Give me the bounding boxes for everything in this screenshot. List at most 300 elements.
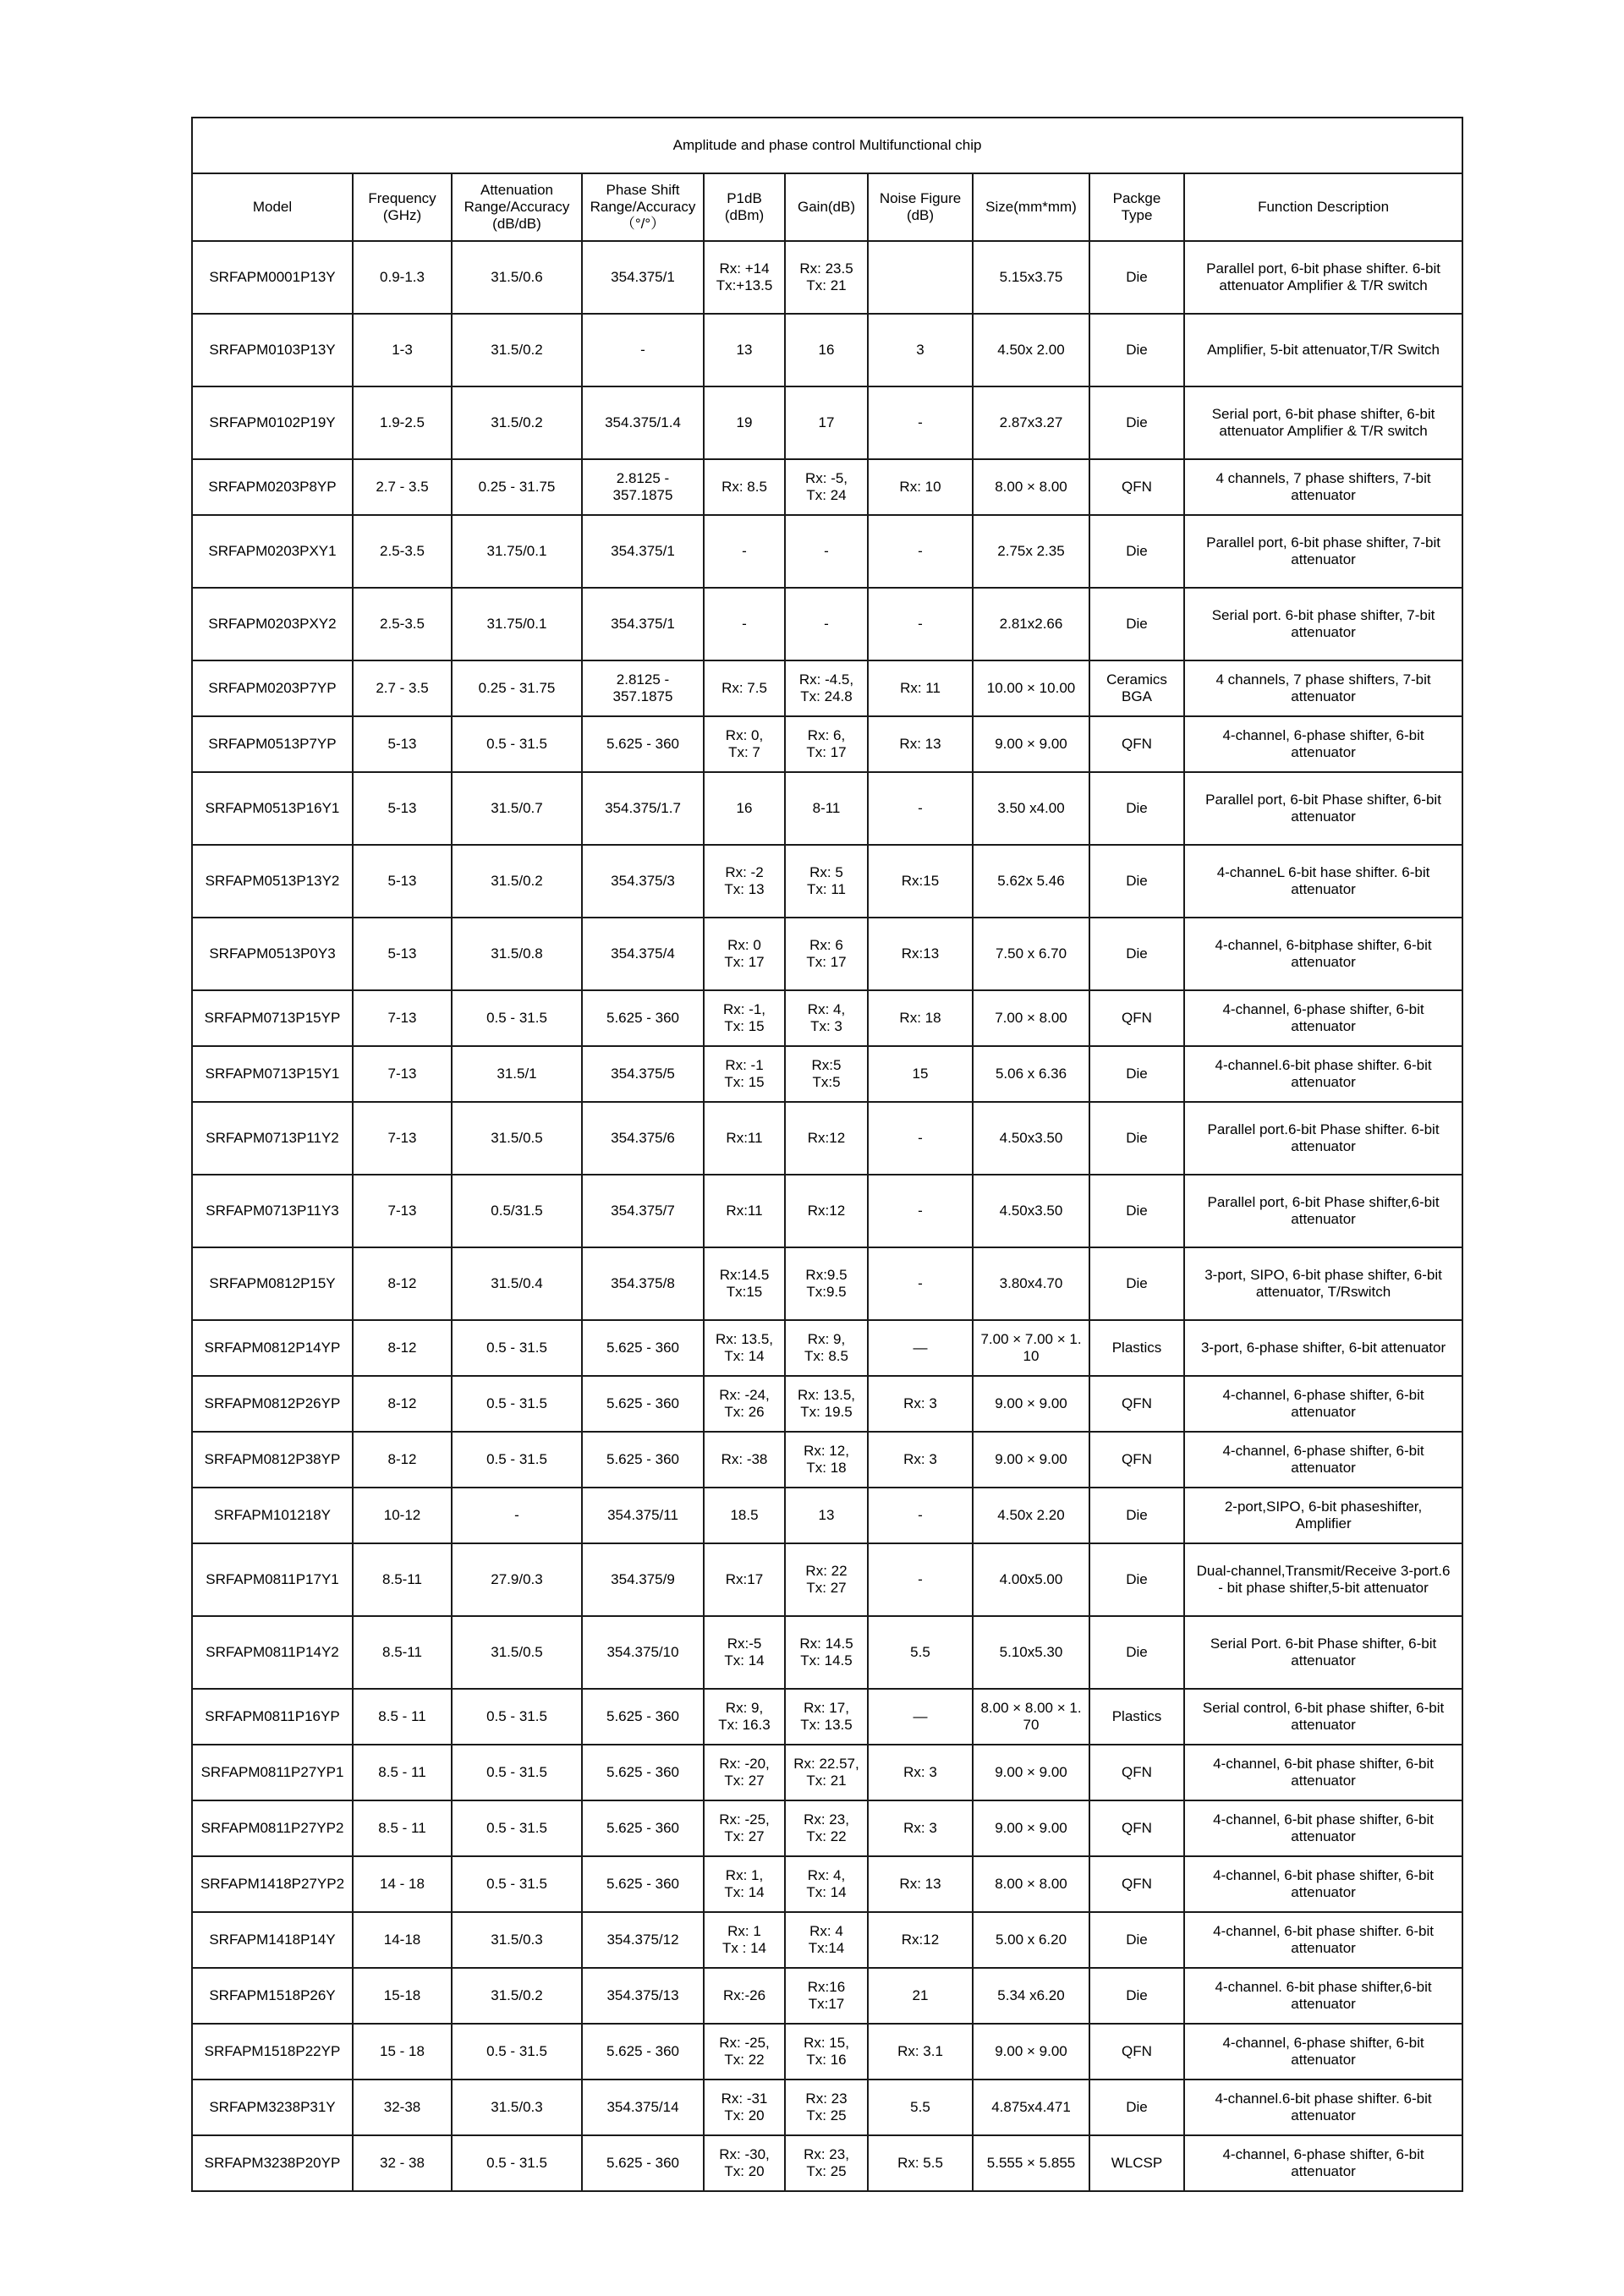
model-cell: SRFAPM0203P8YP [192, 459, 353, 515]
function-description-cell: 4-channeL 6-bit hase shifter. 6-bit attenuator [1184, 845, 1462, 918]
noise-figure-cell: - [868, 1543, 973, 1616]
frequency-cell: 1-3 [353, 314, 452, 386]
table-row [192, 1912, 1462, 1968]
attenuation-cell: 31.5/0.6 [452, 241, 582, 314]
frequency-cell: 32 - 38 [353, 2135, 452, 2191]
package-type-cell: QFN [1089, 1856, 1184, 1912]
size-cell: 3.80x4.70 [973, 1247, 1089, 1320]
phase-shift-cell: 5.625 - 360 [582, 1745, 704, 1800]
table-row [192, 1745, 1462, 1800]
package-type-cell: WLCSP [1089, 2135, 1184, 2191]
phase-shift-cell: 5.625 - 360 [582, 1432, 704, 1488]
attenuation-cell: 0.25 - 31.75 [452, 459, 582, 515]
p1db-cell: Rx:11 [704, 1102, 785, 1175]
gain-cell: Rx: 12, Tx: 18 [785, 1432, 868, 1488]
phase-shift-cell: 5.625 - 360 [582, 1689, 704, 1745]
function-description-cell: Serial port, 6-bit phase shifter, 6-bit attenuator Amplifier & T/R switch [1184, 386, 1462, 459]
attenuation-cell: 0.5 - 31.5 [452, 1432, 582, 1488]
table-row [192, 772, 1462, 845]
package-type-cell: Plastics [1089, 1320, 1184, 1376]
attenuation-cell: 31.75/0.1 [452, 515, 582, 588]
package-type-cell: Ceramics BGA [1089, 660, 1184, 716]
model-cell: SRFAPM0713P15Y1 [192, 1046, 353, 1102]
function-description-cell: Parallel port.6-bit Phase shifter. 6-bit attenuator [1184, 1102, 1462, 1175]
p1db-cell: Rx: 9, Tx: 16.3 [704, 1689, 785, 1745]
frequency-cell: 2.7 - 3.5 [353, 459, 452, 515]
noise-figure-cell: Rx: 3 [868, 1745, 973, 1800]
size-cell: 9.00 × 9.00 [973, 1800, 1089, 1856]
phase-shift-cell: 354.375/8 [582, 1247, 704, 1320]
phase-shift-cell: 354.375/7 [582, 1175, 704, 1247]
gain-cell: 16 [785, 314, 868, 386]
size-cell: 5.00 x 6.20 [973, 1912, 1089, 1968]
attenuation-cell: 0.5 - 31.5 [452, 1689, 582, 1745]
frequency-cell: 8-12 [353, 1247, 452, 1320]
table-row [192, 845, 1462, 918]
col-header-function: Function Description [1184, 173, 1462, 241]
gain-cell: Rx: 5 Tx: 11 [785, 845, 868, 918]
package-type-cell: QFN [1089, 1432, 1184, 1488]
noise-figure-cell: Rx: 13 [868, 716, 973, 772]
p1db-cell: Rx: 7.5 [704, 660, 785, 716]
table-row [192, 1800, 1462, 1856]
noise-figure-cell: - [868, 386, 973, 459]
package-type-cell: Die [1089, 1616, 1184, 1689]
model-cell: SRFAPM0811P17Y1 [192, 1543, 353, 1616]
package-type-cell: Die [1089, 1968, 1184, 2024]
attenuation-cell: 31.75/0.1 [452, 588, 582, 660]
package-type-cell: Die [1089, 1046, 1184, 1102]
table-row [192, 990, 1462, 1046]
package-type-cell: QFN [1089, 990, 1184, 1046]
size-cell: 3.50 x4.00 [973, 772, 1089, 845]
gain-cell: Rx: 13.5, Tx: 19.5 [785, 1376, 868, 1432]
table-row [192, 918, 1462, 990]
frequency-cell: 10-12 [353, 1488, 452, 1543]
phase-shift-cell: - [582, 314, 704, 386]
gain-cell: Rx: 23.5 Tx: 21 [785, 241, 868, 314]
model-cell: SRFAPM0812P15Y [192, 1247, 353, 1320]
table-row [192, 1856, 1462, 1912]
table-row [192, 459, 1462, 515]
col-header-attenuation: Attenuation Range/Accuracy (dB/dB) [452, 173, 582, 241]
gain-cell: 17 [785, 386, 868, 459]
p1db-cell: Rx:-26 [704, 1968, 785, 2024]
table-row [192, 1432, 1462, 1488]
function-description-cell: 4-channel, 6-bit phase shifter. 6-bit attenuator [1184, 1912, 1462, 1968]
size-cell: 10.00 × 10.00 [973, 660, 1089, 716]
phase-shift-cell: 5.625 - 360 [582, 1800, 704, 1856]
size-cell: 9.00 × 9.00 [973, 1376, 1089, 1432]
attenuation-cell: 0.5 - 31.5 [452, 1376, 582, 1432]
model-cell: SRFAPM0812P38YP [192, 1432, 353, 1488]
model-cell: SRFAPM0713P11Y3 [192, 1175, 353, 1247]
size-cell: 4.875x4.471 [973, 2080, 1089, 2135]
function-description-cell: 4-channel, 6-bitphase shifter, 6-bit attenuator [1184, 918, 1462, 990]
noise-figure-cell: - [868, 1175, 973, 1247]
size-cell: 5.10x5.30 [973, 1616, 1089, 1689]
function-description-cell: 4-channel, 6-phase shifter, 6-bit attenuator [1184, 2135, 1462, 2191]
p1db-cell: - [704, 515, 785, 588]
table-row [192, 1175, 1462, 1247]
size-cell: 5.15x3.75 [973, 241, 1089, 314]
p1db-cell: 18.5 [704, 1488, 785, 1543]
frequency-cell: 8-12 [353, 1432, 452, 1488]
gain-cell: Rx:12 [785, 1102, 868, 1175]
gain-cell: 13 [785, 1488, 868, 1543]
model-cell: SRFAPM0102P19Y [192, 386, 353, 459]
phase-shift-cell: 354.375/13 [582, 1968, 704, 2024]
gain-cell: Rx: 6 Tx: 17 [785, 918, 868, 990]
p1db-cell: Rx: -38 [704, 1432, 785, 1488]
package-type-cell: Die [1089, 2080, 1184, 2135]
frequency-cell: 5-13 [353, 716, 452, 772]
model-cell: SRFAPM0811P16YP [192, 1689, 353, 1745]
package-type-cell: Die [1089, 1247, 1184, 1320]
noise-figure-cell: 3 [868, 314, 973, 386]
frequency-cell: 15 - 18 [353, 2024, 452, 2080]
frequency-cell: 8-12 [353, 1376, 452, 1432]
frequency-cell: 7-13 [353, 1102, 452, 1175]
function-description-cell: 4-channel, 6-bit phase shifter, 6-bit attenuator [1184, 1745, 1462, 1800]
attenuation-cell: 31.5/0.8 [452, 918, 582, 990]
noise-figure-cell: Rx:13 [868, 918, 973, 990]
size-cell: 9.00 × 9.00 [973, 2024, 1089, 2080]
gain-cell: Rx: 22.57, Tx: 21 [785, 1745, 868, 1800]
p1db-cell: Rx: -30, Tx: 20 [704, 2135, 785, 2191]
function-description-cell: 3-port, SIPO, 6-bit phase shifter, 6-bit attenuator, T/Rswitch [1184, 1247, 1462, 1320]
frequency-cell: 5-13 [353, 845, 452, 918]
p1db-cell: Rx: -31 Tx: 20 [704, 2080, 785, 2135]
phase-shift-cell: 354.375/1 [582, 588, 704, 660]
phase-shift-cell: 5.625 - 360 [582, 2024, 704, 2080]
attenuation-cell: 31.5/0.2 [452, 314, 582, 386]
function-description-cell: Parallel port, 6-bit Phase shifter,6-bit attenuator [1184, 1175, 1462, 1247]
table-row [192, 1046, 1462, 1102]
size-cell: 8.00 × 8.00 × 1. 70 [973, 1689, 1089, 1745]
function-description-cell: Serial control, 6-bit phase shifter, 6-bit attenuator [1184, 1689, 1462, 1745]
frequency-cell: 8.5-11 [353, 1616, 452, 1689]
p1db-cell: 16 [704, 772, 785, 845]
noise-figure-cell: Rx: 3 [868, 1800, 973, 1856]
table-row [192, 1376, 1462, 1432]
attenuation-cell: 0.5/31.5 [452, 1175, 582, 1247]
noise-figure-cell: 5.5 [868, 2080, 973, 2135]
frequency-cell: 8-12 [353, 1320, 452, 1376]
model-cell: SRFAPM0103P13Y [192, 314, 353, 386]
package-type-cell: Plastics [1089, 1689, 1184, 1745]
package-type-cell: QFN [1089, 459, 1184, 515]
noise-figure-cell: Rx: 5.5 [868, 2135, 973, 2191]
noise-figure-cell: Rx:15 [868, 845, 973, 918]
p1db-cell: Rx: 13.5, Tx: 14 [704, 1320, 785, 1376]
package-type-cell: Die [1089, 588, 1184, 660]
function-description-cell: 4-channel, 6-phase shifter, 6-bit attenuator [1184, 990, 1462, 1046]
size-cell: 5.62x 5.46 [973, 845, 1089, 918]
noise-figure-cell: - [868, 515, 973, 588]
function-description-cell: 2-port,SIPO, 6-bit phaseshifter, Amplifier [1184, 1488, 1462, 1543]
attenuation-cell: 0.5 - 31.5 [452, 1745, 582, 1800]
attenuation-cell: 31.5/0.3 [452, 1912, 582, 1968]
gain-cell: Rx: 17, Tx: 13.5 [785, 1689, 868, 1745]
size-cell: 7.50 x 6.70 [973, 918, 1089, 990]
size-cell: 7.00 × 7.00 × 1. 10 [973, 1320, 1089, 1376]
package-type-cell: QFN [1089, 716, 1184, 772]
package-type-cell: Die [1089, 772, 1184, 845]
function-description-cell: Serial port. 6-bit phase shifter, 7-bit attenuator [1184, 588, 1462, 660]
col-header-model: Model [192, 173, 353, 241]
col-header-phase-shift: Phase Shift Range/Accuracy （°/°） [582, 173, 704, 241]
attenuation-cell: 0.5 - 31.5 [452, 1320, 582, 1376]
size-cell: 9.00 × 9.00 [973, 1745, 1089, 1800]
phase-shift-cell: 354.375/14 [582, 2080, 704, 2135]
noise-figure-cell: - [868, 1102, 973, 1175]
p1db-cell: Rx: 1, Tx: 14 [704, 1856, 785, 1912]
table-row [192, 1488, 1462, 1543]
package-type-cell: Die [1089, 1488, 1184, 1543]
function-description-cell: 4 channels, 7 phase shifters, 7-bit attenuator [1184, 459, 1462, 515]
phase-shift-cell: 2.8125 - 357.1875 [582, 459, 704, 515]
gain-cell: Rx: 14.5 Tx: 14.5 [785, 1616, 868, 1689]
attenuation-cell: 27.9/0.3 [452, 1543, 582, 1616]
p1db-cell: 13 [704, 314, 785, 386]
phase-shift-cell: 354.375/10 [582, 1616, 704, 1689]
gain-cell: Rx: 23, Tx: 25 [785, 2135, 868, 2191]
frequency-cell: 8.5 - 11 [353, 1689, 452, 1745]
phase-shift-cell: 354.375/5 [582, 1046, 704, 1102]
phase-shift-cell: 5.625 - 360 [582, 990, 704, 1046]
model-cell: SRFAPM0513P0Y3 [192, 918, 353, 990]
gain-cell: Rx: 15, Tx: 16 [785, 2024, 868, 2080]
phase-shift-cell: 354.375/6 [582, 1102, 704, 1175]
model-cell: SRFAPM0713P15YP [192, 990, 353, 1046]
table-title: Amplitude and phase control Multifunctional chip [192, 118, 1462, 173]
attenuation-cell: 31.5/0.2 [452, 845, 582, 918]
model-cell: SRFAPM0001P13Y [192, 241, 353, 314]
size-cell: 9.00 × 9.00 [973, 1432, 1089, 1488]
frequency-cell: 2.5-3.5 [353, 588, 452, 660]
gain-cell: - [785, 515, 868, 588]
model-cell: SRFAPM0811P14Y2 [192, 1616, 353, 1689]
size-cell: 4.50x 2.00 [973, 314, 1089, 386]
table-body [192, 241, 1462, 2191]
noise-figure-cell: - [868, 1488, 973, 1543]
p1db-cell: Rx: 1 Tx : 14 [704, 1912, 785, 1968]
noise-figure-cell: - [868, 1247, 973, 1320]
package-type-cell: Die [1089, 845, 1184, 918]
gain-cell: 8-11 [785, 772, 868, 845]
p1db-cell: Rx: -1 Tx: 15 [704, 1046, 785, 1102]
frequency-cell: 7-13 [353, 1046, 452, 1102]
function-description-cell: 4-channel, 6-phase shifter, 6-bit attenuator [1184, 2024, 1462, 2080]
table-row [192, 2080, 1462, 2135]
size-cell: 7.00 × 8.00 [973, 990, 1089, 1046]
p1db-cell: Rx:17 [704, 1543, 785, 1616]
col-header-gain: Gain(dB) [785, 173, 868, 241]
model-cell: SRFAPM1518P26Y [192, 1968, 353, 2024]
gain-cell: Rx:5 Tx:5 [785, 1046, 868, 1102]
function-description-cell: 4-channel, 6-phase shifter, 6-bit attenuator [1184, 716, 1462, 772]
phase-shift-cell: 354.375/1 [582, 515, 704, 588]
phase-shift-cell: 354.375/9 [582, 1543, 704, 1616]
package-type-cell: Die [1089, 386, 1184, 459]
phase-shift-cell: 5.625 - 360 [582, 1376, 704, 1432]
attenuation-cell: 31.5/0.5 [452, 1102, 582, 1175]
attenuation-cell: 0.5 - 31.5 [452, 2135, 582, 2191]
function-description-cell: 4-channel.6-bit phase shifter. 6-bit attenuator [1184, 2080, 1462, 2135]
col-header-size: Size(mm*mm) [973, 173, 1089, 241]
frequency-cell: 7-13 [353, 1175, 452, 1247]
frequency-cell: 1.9-2.5 [353, 386, 452, 459]
frequency-cell: 2.7 - 3.5 [353, 660, 452, 716]
package-type-cell: Die [1089, 1543, 1184, 1616]
noise-figure-cell: - [868, 588, 973, 660]
model-cell: SRFAPM3238P31Y [192, 2080, 353, 2135]
size-cell: 4.50x 2.20 [973, 1488, 1089, 1543]
noise-figure-cell: Rx:12 [868, 1912, 973, 1968]
noise-figure-cell: - [868, 772, 973, 845]
frequency-cell: 5-13 [353, 772, 452, 845]
gain-cell: Rx: 6, Tx: 17 [785, 716, 868, 772]
frequency-cell: 2.5-3.5 [353, 515, 452, 588]
p1db-cell: Rx:-5 Tx: 14 [704, 1616, 785, 1689]
gain-cell: Rx: -5, Tx: 24 [785, 459, 868, 515]
frequency-cell: 14-18 [353, 1912, 452, 1968]
frequency-cell: 8.5-11 [353, 1543, 452, 1616]
package-type-cell: Die [1089, 918, 1184, 990]
model-cell: SRFAPM0203PXY1 [192, 515, 353, 588]
header-row [192, 173, 1462, 241]
attenuation-cell: 0.25 - 31.75 [452, 660, 582, 716]
frequency-cell: 15-18 [353, 1968, 452, 2024]
attenuation-cell: 0.5 - 31.5 [452, 1800, 582, 1856]
phase-shift-cell: 354.375/1.4 [582, 386, 704, 459]
attenuation-cell: 0.5 - 31.5 [452, 990, 582, 1046]
table-row [192, 1247, 1462, 1320]
table-row [192, 2135, 1462, 2191]
size-cell: 2.75x 2.35 [973, 515, 1089, 588]
phase-shift-cell: 5.625 - 360 [582, 1856, 704, 1912]
frequency-cell: 8.5 - 11 [353, 1745, 452, 1800]
size-cell: 4.00x5.00 [973, 1543, 1089, 1616]
p1db-cell: 19 [704, 386, 785, 459]
package-type-cell: Die [1089, 241, 1184, 314]
package-type-cell: QFN [1089, 1800, 1184, 1856]
gain-cell: Rx:12 [785, 1175, 868, 1247]
p1db-cell: Rx:11 [704, 1175, 785, 1247]
phase-shift-cell: 354.375/3 [582, 845, 704, 918]
table-row [192, 588, 1462, 660]
model-cell: SRFAPM0203P7YP [192, 660, 353, 716]
frequency-cell: 0.9-1.3 [353, 241, 452, 314]
attenuation-cell: 31.5/0.5 [452, 1616, 582, 1689]
attenuation-cell: 31.5/0.2 [452, 1968, 582, 2024]
phase-shift-cell: 2.8125 - 357.1875 [582, 660, 704, 716]
noise-figure-cell: — [868, 1689, 973, 1745]
p1db-cell: - [704, 588, 785, 660]
gain-cell: Rx:16 Tx:17 [785, 1968, 868, 2024]
function-description-cell: Parallel port, 6-bit phase shifter. 6-bit attenuator Amplifier & T/R switch [1184, 241, 1462, 314]
phase-shift-cell: 354.375/1.7 [582, 772, 704, 845]
table-row [192, 241, 1462, 314]
package-type-cell: Die [1089, 1175, 1184, 1247]
table-row [192, 515, 1462, 588]
noise-figure-cell: — [868, 1320, 973, 1376]
noise-figure-cell: Rx: 3 [868, 1432, 973, 1488]
gain-cell: - [785, 588, 868, 660]
phase-shift-cell: 5.625 - 360 [582, 716, 704, 772]
gain-cell: Rx: 22 Tx: 27 [785, 1543, 868, 1616]
package-type-cell: Die [1089, 314, 1184, 386]
size-cell: 2.87x3.27 [973, 386, 1089, 459]
function-description-cell: 4-channel, 6-phase shifter, 6-bit attenuator [1184, 1376, 1462, 1432]
table-row [192, 1689, 1462, 1745]
model-cell: SRFAPM0812P14YP [192, 1320, 353, 1376]
attenuation-cell: 31.5/0.7 [452, 772, 582, 845]
function-description-cell: 4 channels, 7 phase shifters, 7-bit attenuator [1184, 660, 1462, 716]
phase-shift-cell: 5.625 - 360 [582, 2135, 704, 2191]
p1db-cell: Rx: 0 Tx: 17 [704, 918, 785, 990]
model-cell: SRFAPM0811P27YP1 [192, 1745, 353, 1800]
function-description-cell: 4-channel, 6-bit phase shifter, 6-bit attenuator [1184, 1856, 1462, 1912]
p1db-cell: Rx: -24, Tx: 26 [704, 1376, 785, 1432]
phase-shift-cell: 354.375/11 [582, 1488, 704, 1543]
model-cell: SRFAPM1418P27YP2 [192, 1856, 353, 1912]
package-type-cell: Die [1089, 1912, 1184, 1968]
model-cell: SRFAPM3238P20YP [192, 2135, 353, 2191]
function-description-cell: Amplifier, 5-bit attenuator,T/R Switch [1184, 314, 1462, 386]
size-cell: 4.50x3.50 [973, 1175, 1089, 1247]
gain-cell: Rx: 9, Tx: 8.5 [785, 1320, 868, 1376]
attenuation-cell: 31.5/0.3 [452, 2080, 582, 2135]
p1db-cell: Rx: -2 Tx: 13 [704, 845, 785, 918]
table-row [192, 314, 1462, 386]
phase-shift-cell: 354.375/12 [582, 1912, 704, 1968]
attenuation-cell: 31.5/0.4 [452, 1247, 582, 1320]
attenuation-cell: 31.5/0.2 [452, 386, 582, 459]
phase-shift-cell: 354.375/4 [582, 918, 704, 990]
function-description-cell: Dual-channel,Transmit/Receive 3-port.6 - bit phase shifter,5-bit attenuator [1184, 1543, 1462, 1616]
table-row [192, 1102, 1462, 1175]
function-description-cell: 4-channel.6-bit phase shifter. 6-bit attenuator [1184, 1046, 1462, 1102]
table-row [192, 1968, 1462, 2024]
frequency-cell: 32-38 [353, 2080, 452, 2135]
col-header-frequency: Frequency (GHz) [353, 173, 452, 241]
gain-cell: Rx: -4.5, Tx: 24.8 [785, 660, 868, 716]
function-description-cell: 4-channel, 6-phase shifter, 6-bit attenuator [1184, 1432, 1462, 1488]
function-description-cell: 4-channel. 6-bit phase shifter,6-bit attenuator [1184, 1968, 1462, 2024]
frequency-cell: 7-13 [353, 990, 452, 1046]
function-description-cell: Parallel port, 6-bit phase shifter, 7-bit attenuator [1184, 515, 1462, 588]
model-cell: SRFAPM0812P26YP [192, 1376, 353, 1432]
noise-figure-cell: Rx: 10 [868, 459, 973, 515]
col-header-p1db: P1dB (dBm) [704, 173, 785, 241]
gain-cell: Rx: 4, Tx: 3 [785, 990, 868, 1046]
gain-cell: Rx: 4 Tx:14 [785, 1912, 868, 1968]
col-header-noise-figure: Noise Figure (dB) [868, 173, 973, 241]
model-cell: SRFAPM0513P7YP [192, 716, 353, 772]
noise-figure-cell: Rx: 3.1 [868, 2024, 973, 2080]
model-cell: SRFAPM0513P13Y2 [192, 845, 353, 918]
gain-cell: Rx: 23, Tx: 22 [785, 1800, 868, 1856]
model-cell: SRFAPM0513P16Y1 [192, 772, 353, 845]
noise-figure-cell: 5.5 [868, 1616, 973, 1689]
frequency-cell: 5-13 [353, 918, 452, 990]
attenuation-cell: 0.5 - 31.5 [452, 1856, 582, 1912]
gain-cell: Rx:9.5 Tx:9.5 [785, 1247, 868, 1320]
table-row [192, 386, 1462, 459]
table-row [192, 1543, 1462, 1616]
